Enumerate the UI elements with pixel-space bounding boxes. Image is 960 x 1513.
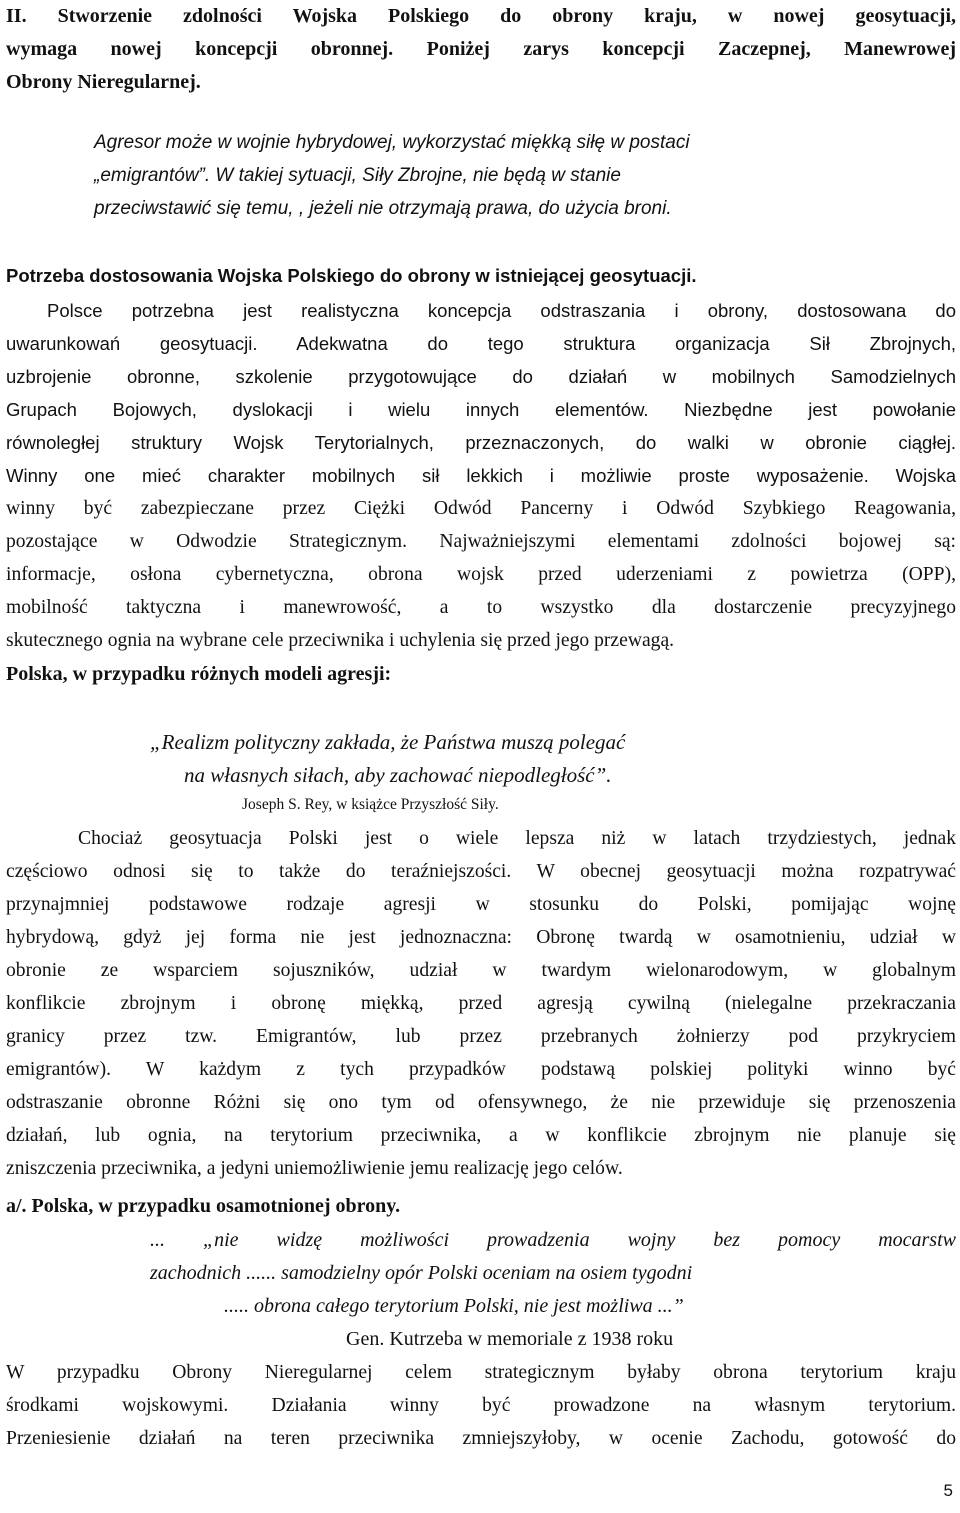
agression-heading: Polska, w przypadku różnych modeli agresji: <box>6 663 392 685</box>
final-body <box>6 1356 956 1455</box>
section-body-line-2: uwarunkowań geosytuacji. Adekwatna do tego struktura organizacja Sił Zbrojnych, <box>6 333 956 354</box>
agression-heading-block <box>6 658 956 691</box>
main-body-line-5: obronie ze wsparciem sojuszników, udział w twardym wielonarodowym, w globalnym <box>6 960 956 981</box>
section-body-line-6: Winny one mieć charakter mobilnych sił lekkich i możliwie proste wyposażenie. Wojska <box>6 465 956 486</box>
quote2-line-1: ... „nie widzę możliwości prowadzenia wojny bez pomocy mocarstw <box>150 1229 956 1251</box>
heading-line-3: Obrony Nieregularnej. <box>6 71 201 93</box>
main-body-line-11: zniszczenia przeciwnika, a jedyni uniemożliwienie jemu realizację jego celów. <box>6 1158 623 1179</box>
main-body <box>6 822 956 1185</box>
quote-realizm <box>0 726 960 818</box>
heading-line-1: II. Stworzenie zdolności Wojska Polskiego do obrony kraju, w nowej geosytuacji, <box>6 5 956 27</box>
final-body-line-1: W przypadku Obrony Nieregularnej celem strategicznym byłaby obrona terytorium kraju <box>6 1362 956 1383</box>
main-body-line-8: emigrantów). W każdym z tych przypadków podstawą polskiej polityki winno być <box>6 1059 956 1080</box>
quote-kutrzeba <box>150 1224 956 1356</box>
quote2-attribution: Gen. Kutrzeba w memoriale z 1938 roku <box>346 1328 674 1350</box>
section-body-line-5: równoległej struktury Wojsk Terytorialnych, przeznaczonych, do walki w obronie ciągłej. <box>6 432 956 453</box>
section-body-line-1: Polsce potrzebna jest realistyczna koncepcja odstraszania i obrony, dostosowana do <box>47 300 956 321</box>
quote1-attribution: Joseph S. Rey, w książce Przyszłość Siły. <box>242 796 499 813</box>
chapter-heading <box>6 0 956 99</box>
subsection-a-heading: a/. Polska, w przypadku osamotnionej obrony. <box>6 1195 401 1217</box>
hybrid-note-line-3: przeciwstawić się temu, , jeżeli nie otrzymają prawa, do użycia broni. <box>94 198 672 219</box>
main-body-line-2: częściowo odnosi się to także do teraźniejszości. W obecnej geosytuacji można rozpatrywać <box>6 861 956 882</box>
final-body-line-2: środkami wojskowymi. Działania winny być prowadzone na własnym terytorium. <box>6 1395 956 1416</box>
heading-line-2: wymaga nowej koncepcji obronnej. Poniżej zarys koncepcji Zaczepnej, Manewrowej <box>6 38 956 60</box>
hybrid-note-line-2: „emigrantów”. W takiej sytuacji, Siły Zbrojne, nie będą w stanie <box>94 165 621 186</box>
main-body-line-7: granicy przez tzw. Emigrantów, lub przez przebranych żołnierzy pod przykryciem <box>6 1026 956 1047</box>
main-body-line-3: przynajmniej podstawowe rodzaje agresji w stosunku do Polski, pomijając wojnę <box>6 894 956 915</box>
page-number: 5 <box>943 1481 953 1500</box>
hybrid-note-line-1: Agresor może w wojnie hybrydowej, wykorzystać miękką siłę w postaci <box>94 132 690 153</box>
hybrid-war-note <box>94 126 854 225</box>
main-body-line-4: hybrydową, gdyż jej forma nie jest jednoznaczna: Obronę twardą w osamotnieniu, udział w <box>6 927 956 948</box>
section-body-line-10: mobilność taktyczna i manewrowość, a to wszystko dla dostarczenie precyzyjnego <box>6 597 956 618</box>
section-body-line-8: pozostające w Odwodzie Strategicznym. Najważniejszymi elementami zdolności bojowej są: <box>6 531 956 552</box>
section-heading: Potrzeba dostosowania Wojska Polskiego do obrony w istniejącej geosytuacji. <box>6 265 697 286</box>
main-body-line-1: Chociaż geosytuacja Polski jest o wiele lepsza niż w latach trzydziestych, jednak <box>78 828 956 849</box>
section-body-line-9: informacje, osłona cybernetyczna, obrona wojsk przed uderzeniami z powietrza (OPP), <box>6 564 956 585</box>
main-body-line-10: działań, lub ognia, na terytorium przeciwnika, a w konflikcie zbrojnym nie planuje się <box>6 1125 956 1146</box>
section-body-sans <box>6 294 956 492</box>
final-body-line-3: Przeniesienie działań na teren przeciwnika zmniejszyłoby, w ocenie Zachodu, gotowość do <box>6 1428 956 1449</box>
section-body-serif <box>6 492 956 657</box>
main-body-line-9: odstraszanie obronne Różni się ono tym od ofensywnego, że nie przewiduje się przenoszenia <box>6 1092 956 1113</box>
section-body-line-4: Grupach Bojowych, dyslokacji i wielu innych elementów. Niezbędne jest powołanie <box>6 399 956 420</box>
section-body-line-3: uzbrojenie obronne, szkolenie przygotowujące do działań w mobilnych Samodzielnych <box>6 366 956 387</box>
quote2-line-3: ..... obrona całego terytorium Polski, nie jest możliwa ...” <box>224 1295 684 1317</box>
subsection-a-block <box>6 1190 956 1223</box>
section-heading-block <box>6 259 956 292</box>
section-body-line-7: winny być zabezpieczane przez Ciężki Odwód Pancerny i Odwód Szybkiego Reagowania, <box>6 498 956 519</box>
section-body-line-11: skutecznego ognia na wybrane cele przeciwnika i uchylenia się przed jego przewagą. <box>6 630 675 651</box>
main-body-line-6: konflikcie zbrojnym i obronę miękką, przed agresją cywilną (nielegalne przekraczania <box>6 993 956 1014</box>
quote1-line-2: na własnych siłach, aby zachować niepodległość”. <box>184 763 612 787</box>
quote1-line-1: „Realizm polityczny zakłada, że Państwa muszą polegać <box>150 730 626 754</box>
quote2-line-2: zachodnich ...... samodzielny opór Polski oceniam na osiem tygodni <box>150 1262 693 1284</box>
